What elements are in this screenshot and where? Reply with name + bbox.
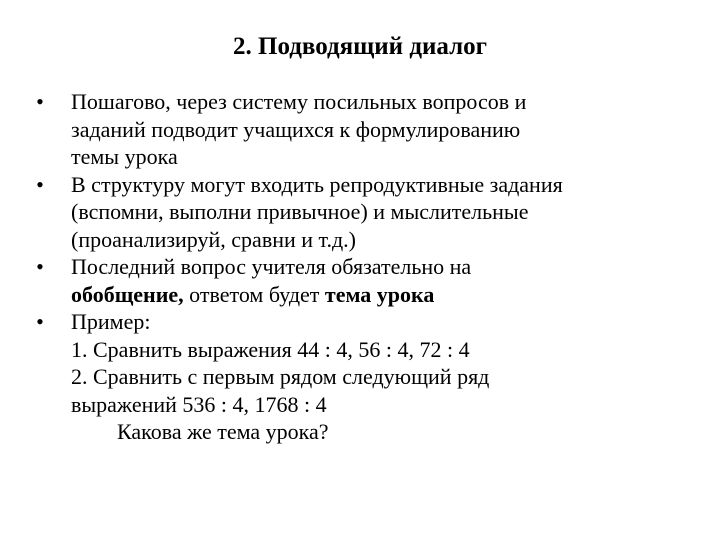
example-question: Какова же тема урока? bbox=[117, 419, 329, 444]
item-3-line-2 bbox=[71, 281, 700, 309]
example-step-1: 1. Сравнить выражения 44 : 4, 56 : 4, 72 : 4 bbox=[71, 336, 470, 362]
item-1-line-3: темы урока bbox=[71, 144, 178, 169]
bullet-icon: • bbox=[36, 171, 44, 197]
item-2-line-3: (проанализируй, сравни и т.д.) bbox=[71, 226, 357, 252]
example-heading: Пример: bbox=[71, 309, 151, 334]
slide-title: 2. Подводящий диалог bbox=[233, 33, 487, 60]
bullet-list bbox=[30, 88, 700, 446]
bold-term-lesson-topic: тема урока bbox=[324, 281, 435, 307]
bullet-item-3 bbox=[30, 253, 700, 308]
bullet-item-4 bbox=[30, 308, 700, 446]
item-3-line-1: Последний вопрос учителя обязательно на bbox=[71, 254, 472, 279]
bullet-icon: • bbox=[36, 254, 44, 279]
item-1-line-1: Пошагово, через систему посильных вопросов и bbox=[71, 89, 527, 114]
bullet-item-2 bbox=[30, 171, 700, 254]
example-step-2: 2. Сравнить с первым рядом следующий ряд bbox=[71, 364, 490, 389]
item-3-text: ответом будет bbox=[183, 281, 325, 307]
item-2-line-2: (вспомни, выполни привычное) и мыслительные bbox=[71, 199, 529, 224]
bullet-icon: • bbox=[36, 89, 44, 114]
example-step-2-cont: выражений 536 : 4, 1768 : 4 bbox=[71, 391, 327, 417]
bullet-item-1 bbox=[30, 88, 700, 171]
item-2-line-1: В структуру могут входить репродуктивные задания bbox=[71, 171, 563, 197]
bold-term-generalization: обобщение, bbox=[71, 281, 184, 307]
bullet-icon: • bbox=[36, 309, 44, 334]
item-1-line-2: заданий подводит учащихся к формулированию bbox=[71, 116, 521, 142]
